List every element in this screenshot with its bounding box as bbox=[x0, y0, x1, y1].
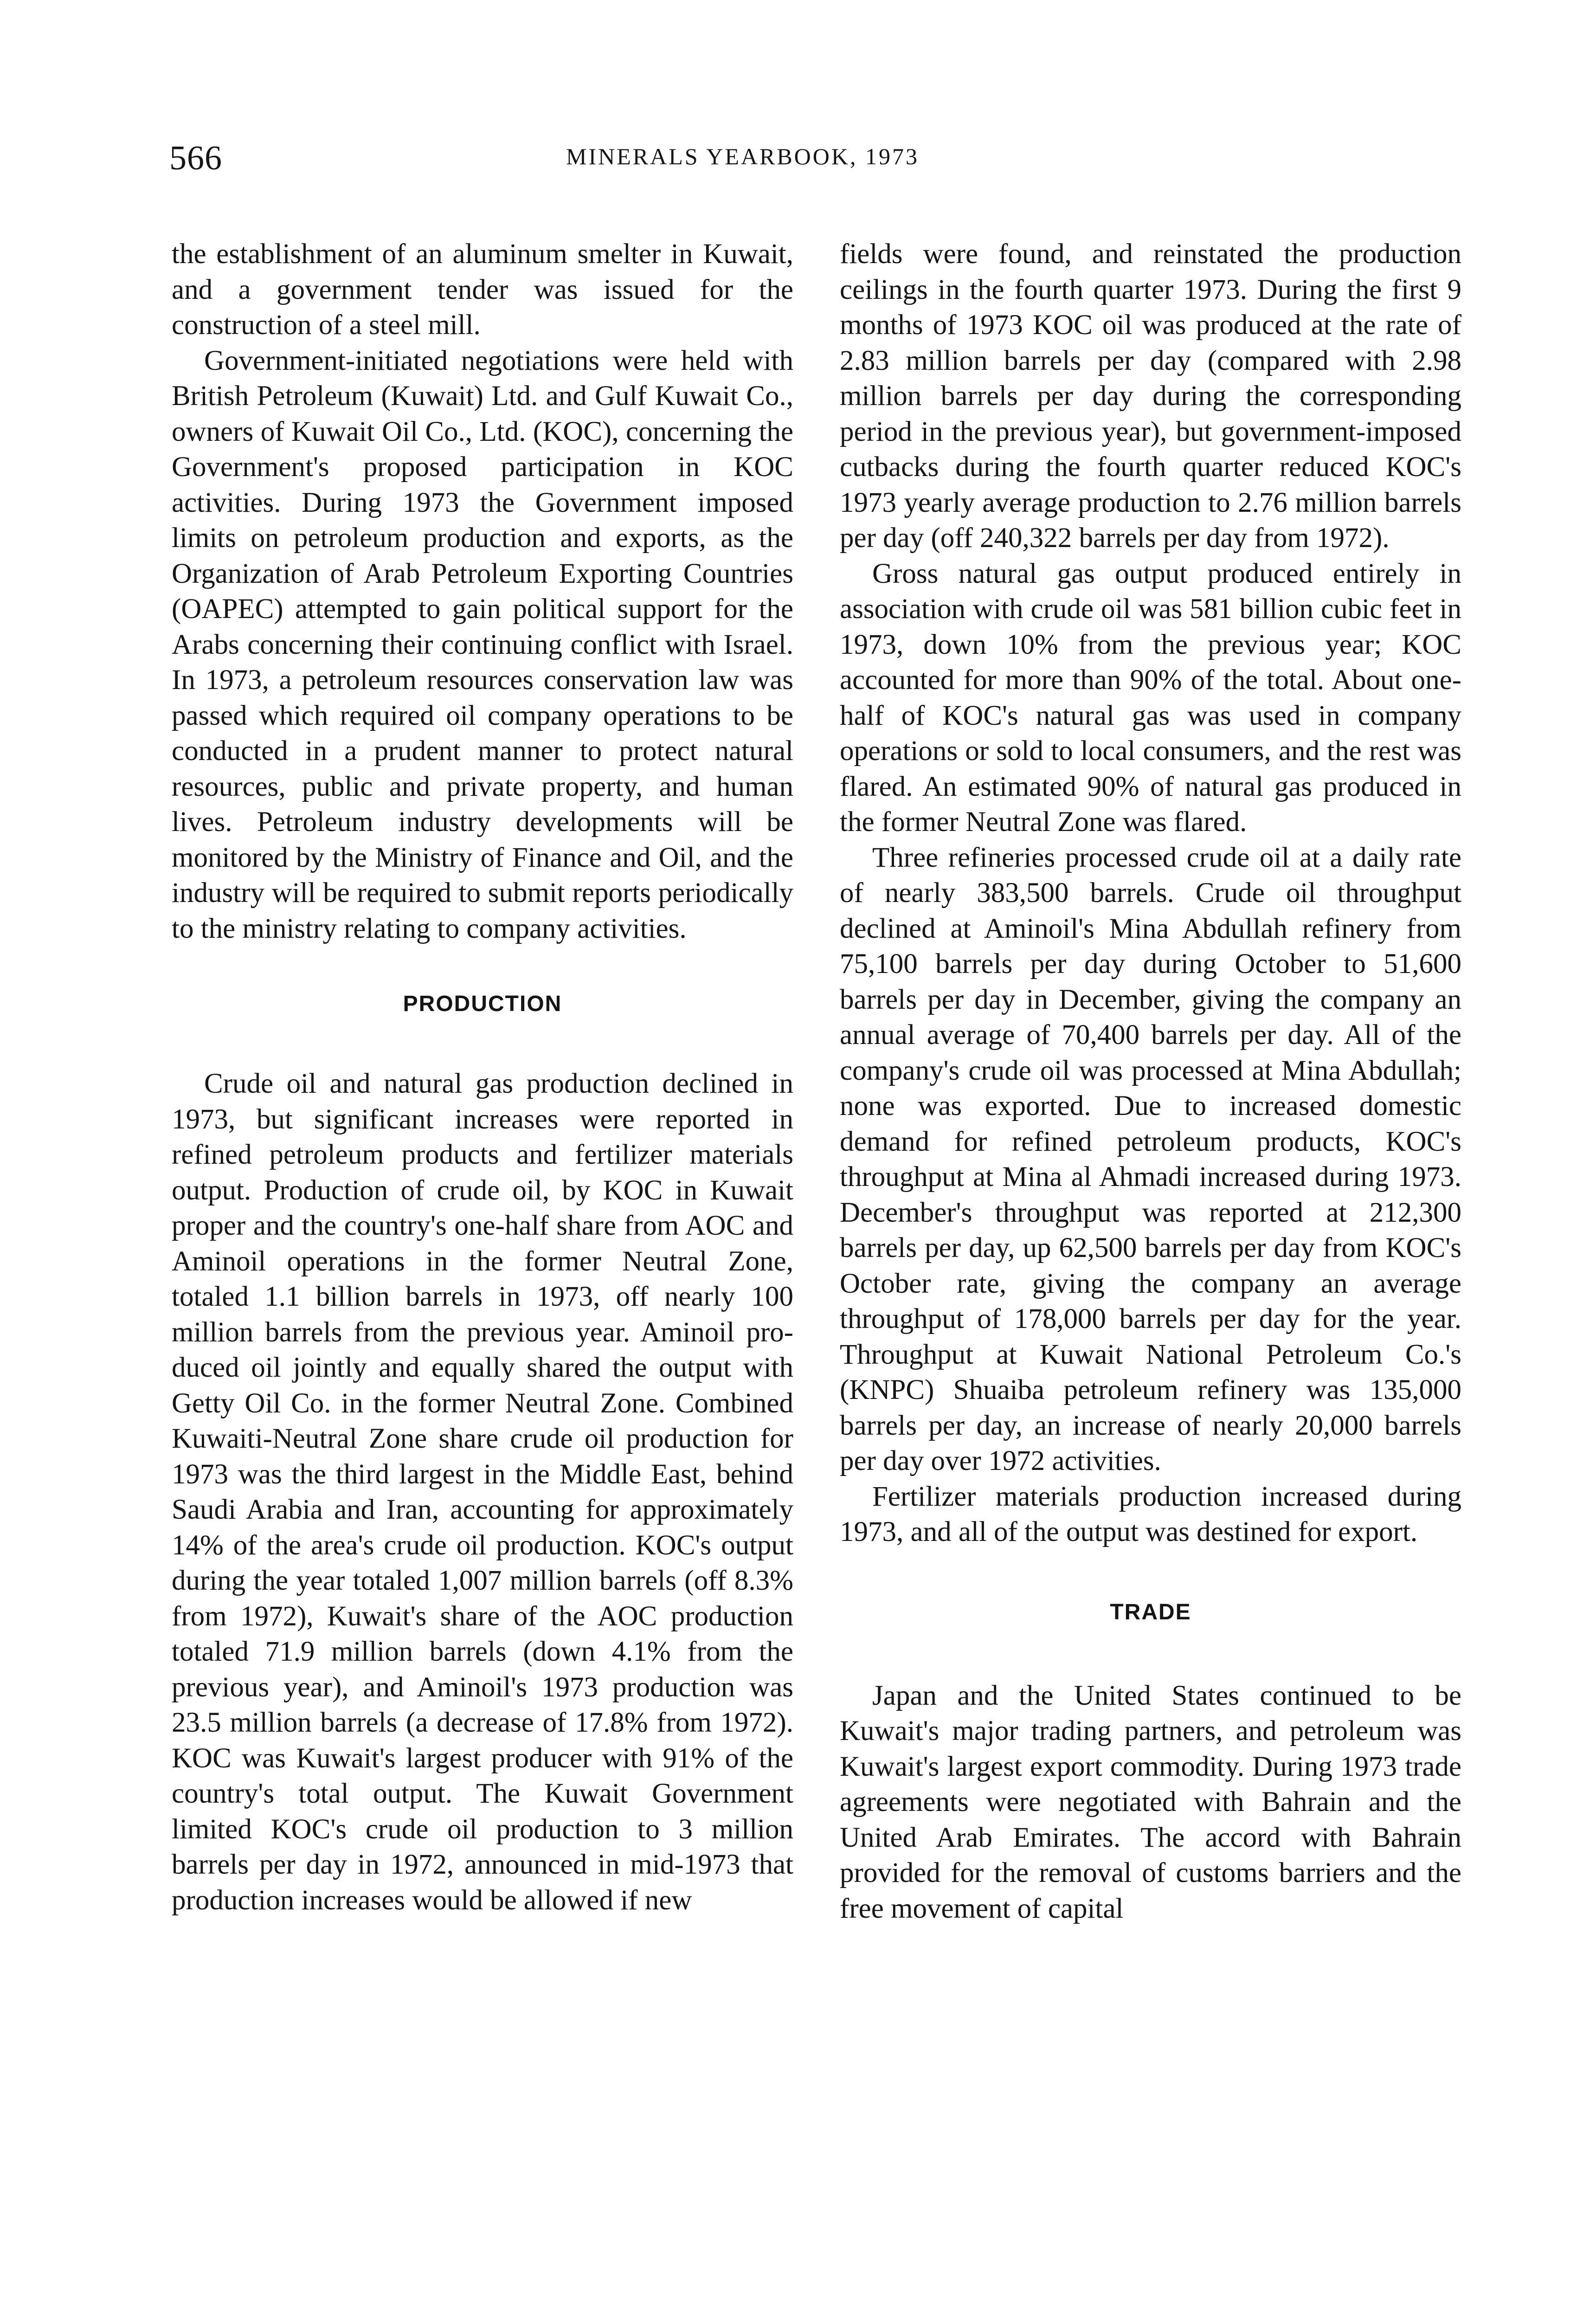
paragraph-negotiations: Government-initiated negotiations were held with British Petroleum (Kuwait) Ltd. and Gulf Kuwait Co., owners of Kuwait Oil Co., Ltd. (KOC), concerning the Government's proposed participation in KOC activities. During 1973 the Government imposed limits on petroleum production and exports, as the Organization of Arab Petroleum Exporting Countries (OAPEC) attempted to gain political support for the Arabs concerning their continuing conflict with Israel. In 1973, a petroleum resources conservation law was passed which required oil company operations to be conducted in a prudent manner to protect natural resources, public and private property, and human lives. Petroleum industry developments will be monitored by the Ministry of Finance and Oil, and the industry will be required to submit reports periodically to the ministry relating to company activities. bbox=[172, 345, 793, 944]
left-column bbox=[172, 237, 793, 1918]
paragraph-natural-gas: Gross natural gas output produced entirely in association with crude oil was 581 billion cubic feet in 1973, down 10% from the previous year; KOC accounted for more than 90% of the total. About one-half of KOC's natural gas was used in company operations or sold to local consumers, and the rest was flared. An estimated 90% of natural gas produced in the former Neutral Zone was flared. bbox=[840, 558, 1461, 838]
paragraph-refineries: Three refineries processed crude oil at a daily rate of nearly 383,500 barrels. Crude oil throughput declined at Aminoil's Mina Abdullah refinery from 75,100 barrels per day during October to 51,600 barrels per day in December, giving the company an annual average of 70,400 barrels per day. All of the company's crude oil was processed at Mina Abdullah; none was exported. Due to increased domestic demand for refined petroleum products, KOC's throughput at Mina al Ahmadi increased during 1973. December's throughput was reported at 212,300 barrels per day, up 62,500 barrels per day from KOC's October rate, giving the company an average throughput of 178,000 barrels per day for the year. Throughput at Kuwait National Petroleum Co.'s (KNPC) Shuaiba petroleum refinery was 135,000 barrels per day, an increase of nearly 20,000 barrels per day over 1972 activities. bbox=[840, 842, 1461, 1476]
page-number: 566 bbox=[169, 139, 222, 177]
paragraph-production: Crude oil and natural gas production declined in 1973, but significant increases were reported in refined petroleum products and fertilizer materials output. Production of crude oil, by KOC in Kuwait proper and the country's one-half share from AOC and Aminoil operations in the former Neutral Zone, totaled 1.1 billion barrels in 1973, off nearly 100 million barrels from the previous year. Aminoil produced oil jointly and equally shared the output with Getty Oil Co. in the former Neutral Zone. Combined Kuwaiti-Neutral Zone share crude oil production for 1973 was the third largest in the Middle East, behind Saudi Arabia and Iran, accounting for approximately 14% of the area's crude oil production. KOC's output during the year totaled 1,007 million barrels (off 8.3% from 1972), Kuwait's share of the AOC production totaled 71.9 million barrels (down 4.1% from the previous year), and Aminoil's 1973 production was 23.5 million barrels (a decrease of 17.8% from 1972). KOC was Kuwait's largest producer with 91% of the country's total output. The Kuwait Government limited KOC's crude oil production to 3 million barrels per day in 1972, announced in mid-1973 that production increases would be allowed if new bbox=[172, 1068, 793, 1916]
section-heading-trade: TRADE bbox=[1110, 1599, 1191, 1624]
paragraph-production-ceilings: fields were found, and reinstated the production ceilings in the fourth quarter 1973. During the first 9 months of 1973 KOC oil was produced at the rate of 2.83 million barrels per day (compared with 2.98 million barrels per day during the corresponding period in the previous year), but government-imposed cutbacks during the fourth quarter reduced KOC's 1973 yearly average production to 2.76 million barrels per day (off 240,322 barrels per day from 1972). bbox=[840, 238, 1461, 554]
paragraph-fertilizer: Fertilizer materials production increased during 1973, and all of the output was destined for export. bbox=[840, 1481, 1461, 1547]
running-title: MINERALS YEARBOOK, 1973 bbox=[566, 143, 919, 169]
section-heading-production: PRODUCTION bbox=[403, 992, 562, 1016]
right-column bbox=[840, 237, 1461, 1927]
paragraph-aluminum-smelter: the establishment of an aluminum smelter in Kuwait, and a government tender was issued for the construction of a steel mill. bbox=[172, 238, 793, 341]
paragraph-trade: Japan and the United States continued to be Kuwait's major trading partners, and petroleum was Kuwait's largest export commodity. During 1973 trade agreements were negotiated with Bahrain and the United Arab Emirates. The accord with Bahrain provided for the removal of customs barriers and the free movement of capital bbox=[840, 1680, 1461, 1924]
